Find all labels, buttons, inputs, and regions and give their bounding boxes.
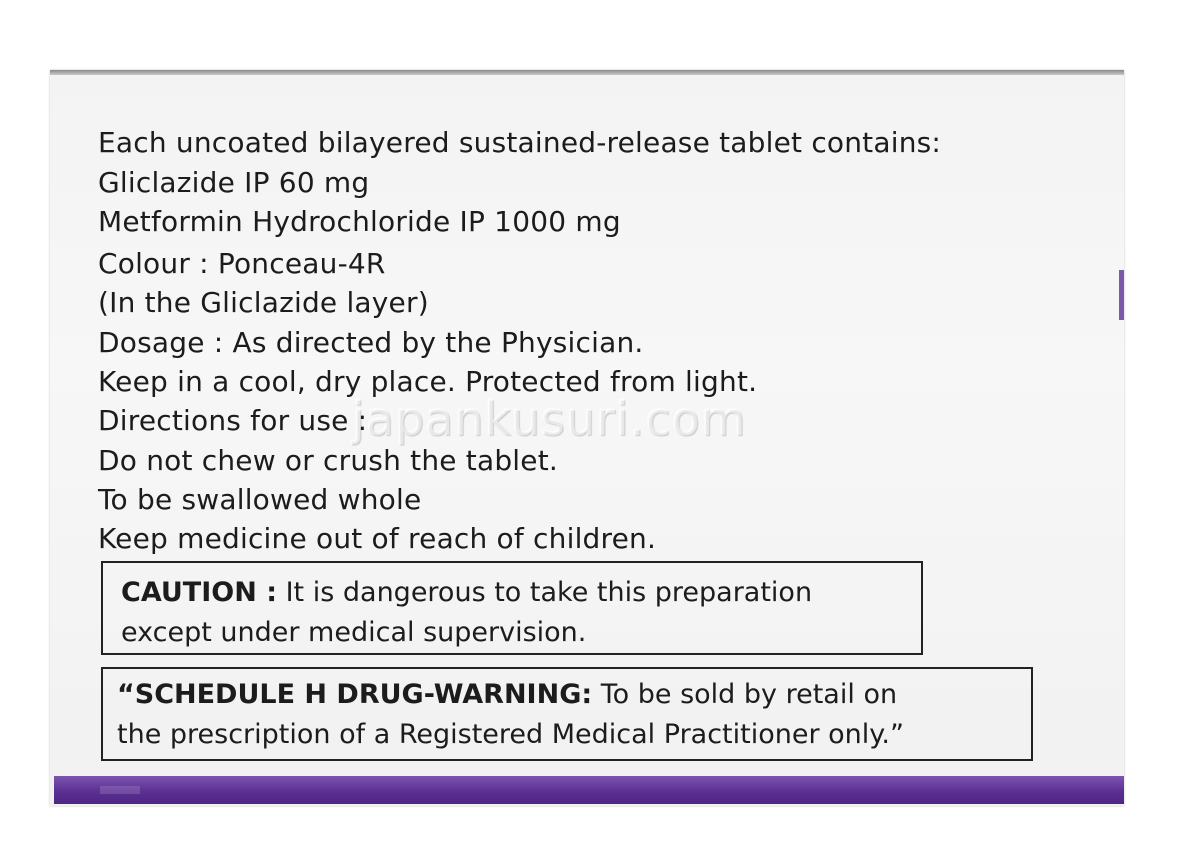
storage-info: Keep in a cool, dry place. Protected from light. xyxy=(98,365,758,398)
watermark: japankusuri.com xyxy=(352,392,747,446)
direction-no-chew: Do not chew or crush the tablet. xyxy=(98,444,558,477)
warning-text-1: To be sold by retail on xyxy=(592,679,898,710)
warning-line-1 xyxy=(117,675,1015,715)
warning-label: “SCHEDULE H DRUG-WARNING: xyxy=(117,679,593,710)
caution-box xyxy=(101,561,923,655)
directions-heading: Directions for use : xyxy=(98,404,368,437)
children-warning: Keep medicine out of reach of children. xyxy=(98,522,657,555)
colour-layer-note: (In the Gliclazide layer) xyxy=(98,286,429,319)
ingredient-metformin: Metformin Hydrochloride IP 1000 mg xyxy=(98,205,621,238)
band-texture xyxy=(100,786,140,794)
direction-swallow: To be swallowed whole xyxy=(98,483,422,516)
dosage-info: Dosage : As directed by the Physician. xyxy=(98,326,644,359)
carton-top-edge xyxy=(50,70,1124,75)
caution-line-1 xyxy=(121,573,905,613)
caution-line-2: except under medical supervision. xyxy=(121,617,587,648)
warning-line-2: the prescription of a Registered Medical Practitioner only.” xyxy=(117,719,904,750)
schedule-h-warning-box xyxy=(101,667,1033,761)
caution-label: CAUTION : xyxy=(121,577,278,608)
composition-heading: Each uncoated bilayered sustained-release tablet contains: xyxy=(98,126,942,159)
caution-text-1: It is dangerous to take this preparation xyxy=(277,577,813,608)
side-color-mark xyxy=(1119,270,1124,320)
colour-info: Colour : Ponceau-4R xyxy=(98,247,386,280)
ingredient-gliclazide: Gliclazide IP 60 mg xyxy=(98,166,370,199)
purple-bottom-band xyxy=(54,776,1124,804)
